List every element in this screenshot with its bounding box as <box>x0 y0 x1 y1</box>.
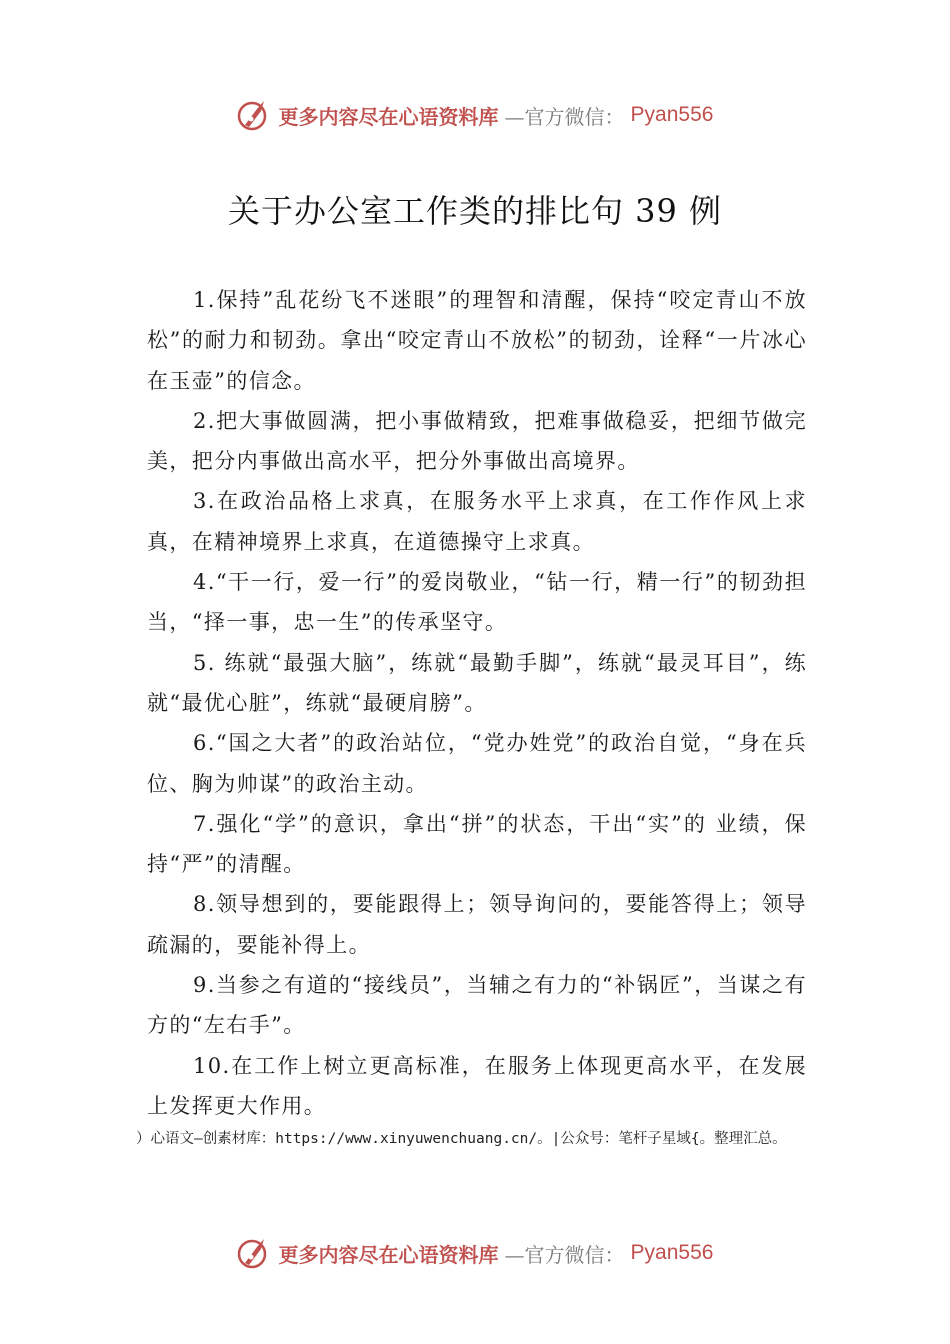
banner-library-text: 更多内容尽在心语资料库 <box>278 1242 499 1267</box>
paragraph-10: 10.在工作上树立更高标准，在服务上体现更高水平，在发展上发挥更大作用。 <box>147 1053 807 1118</box>
paragraph-2: 2.把大事做圆满，把小事做精致，把难事做稳妥，把细节做完美，把分内事做出高水平，把分外事做出高境界。 <box>147 408 807 474</box>
footer-banner <box>0 1233 950 1273</box>
banner-wechat-label: —官方微信： <box>504 1242 625 1267</box>
paragraph-6: 6.“国之大者”的政治站位，“党办姓党”的政治自觉，“身在兵位、胸为帅谋”的政治主动。 <box>147 731 807 796</box>
pen-logo-icon <box>237 1235 273 1271</box>
paragraph-1: 1.保持”乱花纷飞不迷眼”的理智和清醒，保持“咬定青山不放松”的耐力和韧劲。拿出“咬定青山不放松”的韧劲，诠释“一片冰心在玉壶”的信念。 <box>147 288 807 393</box>
banner-wechat-id: Pyan556 <box>630 103 714 126</box>
paragraph-7: 7.强化“学”的意识，拿出“拼”的状态，干出“实”的 业绩，保持“严”的清醒。 <box>147 811 807 877</box>
header-banner <box>0 95 950 135</box>
paragraph-4: 4.“干一行，爱一行”的爱岗敬业，“钻一行，精一行”的韧劲担当，“择一事，忠一生”的传承坚守。 <box>147 570 807 635</box>
document-title: 关于办公室工作类的排比句 39 例 <box>227 192 723 230</box>
banner-wechat-id: Pyan556 <box>630 1241 714 1264</box>
source-footnote: ）心语文—创素材库：https://www.xinyuwenchuang.cn/。|公众号：笔杆子星域{。整理汇总。 <box>136 1131 787 1147</box>
paragraph-3: 3.在政治品格上求真，在服务水平上求真，在工作作风上求真，在精神境界上求真，在道德操守上求真。 <box>147 489 807 554</box>
pen-logo-icon <box>237 97 273 133</box>
paragraph-8: 8.领导想到的，要能跟得上；领导询问的，要能答得上；领导疏漏的，要能补得上。 <box>147 892 807 957</box>
document-body <box>147 280 807 1126</box>
banner-library-text: 更多内容尽在心语资料库 <box>278 104 499 129</box>
banner-wechat-label: —官方微信： <box>504 104 625 129</box>
paragraph-5: 5. 练就“最强大脑”，练就“最勤手脚”，练就“最灵耳目”，练就“最优心脏”，练就“最硬肩膀”。 <box>147 650 807 715</box>
paragraph-9: 9.当参之有道的“接线员”，当辅之有力的“补锅匠”，当谋之有方的“左右手”。 <box>147 973 807 1038</box>
